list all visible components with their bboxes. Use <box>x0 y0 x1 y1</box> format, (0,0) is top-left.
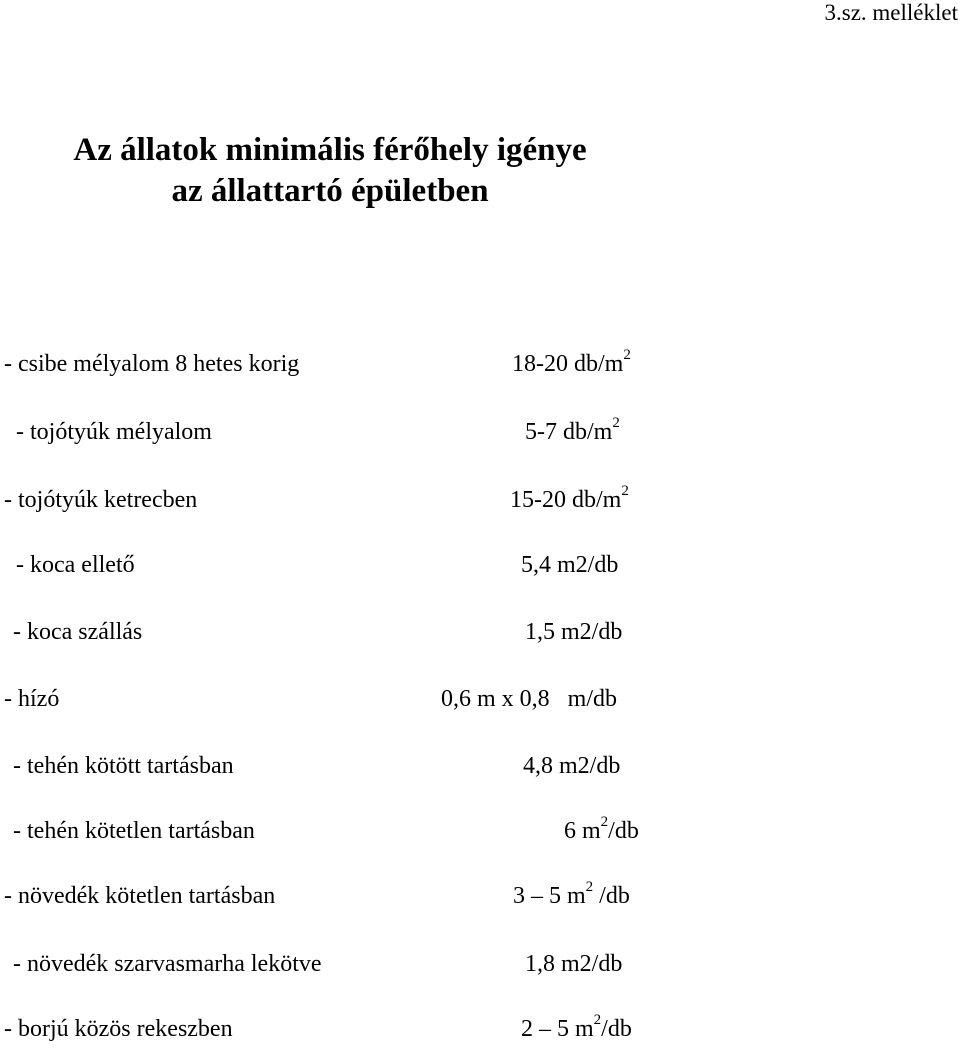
list-item <box>0 349 700 379</box>
animal-label: - koca ellető <box>16 552 135 578</box>
space-value: 5,4 m2/db <box>521 552 619 578</box>
title-line-1: Az állatok minimális férőhely igénye <box>73 132 587 168</box>
animal-label: - tojótyúk ketrecben <box>4 487 198 513</box>
space-value: 15-20 $db/m^2$ <box>510 483 629 513</box>
annex-label: 3.sz. melléklet <box>824 0 958 25</box>
animal-label: - növedék kötetlen tartásban <box>4 883 276 909</box>
page-title <box>0 130 660 212</box>
space-value: 4,8 m2/db <box>523 753 621 779</box>
space-value: 1,5 m2/db <box>525 619 623 645</box>
list-item <box>0 684 700 714</box>
list-item <box>0 617 700 647</box>
animal-label: - csibe mélyalom 8 hetes korig <box>4 351 300 377</box>
list-item <box>0 751 700 781</box>
list-item <box>0 816 700 846</box>
title-line-2: az állattartó épületben <box>171 173 489 209</box>
space-value: 2 – 5 $m^2/db$ <box>521 1012 632 1042</box>
animal-label: - tojótyúk mélyalom <box>16 419 212 445</box>
space-value: 3 – 5 $m^2$ /db <box>513 879 630 909</box>
list-item <box>0 550 700 580</box>
list-item <box>0 1014 700 1044</box>
animal-label: - tehén kötött tartásban <box>13 753 234 779</box>
animal-label: - hízó <box>4 686 60 712</box>
animal-label: - borjú közös rekeszben <box>4 1016 233 1042</box>
space-value: 18-20 $db/m^2$ <box>512 347 631 377</box>
animal-label: - tehén kötetlen tartásban <box>13 818 255 844</box>
space-value: 1,8 m2/db <box>525 951 623 977</box>
list-item <box>0 881 700 911</box>
list-item <box>0 949 700 979</box>
list-item <box>0 417 700 447</box>
list-item <box>0 485 700 515</box>
space-value: 5-7 $db/m^2$ <box>525 415 620 445</box>
space-value: 6 $m^2/db$ <box>564 814 639 844</box>
space-value: 0,6 m x 0,8 m/db <box>441 686 618 712</box>
animal-label: - növedék szarvasmarha lekötve <box>13 951 322 977</box>
animal-label: - koca szállás <box>13 619 143 645</box>
